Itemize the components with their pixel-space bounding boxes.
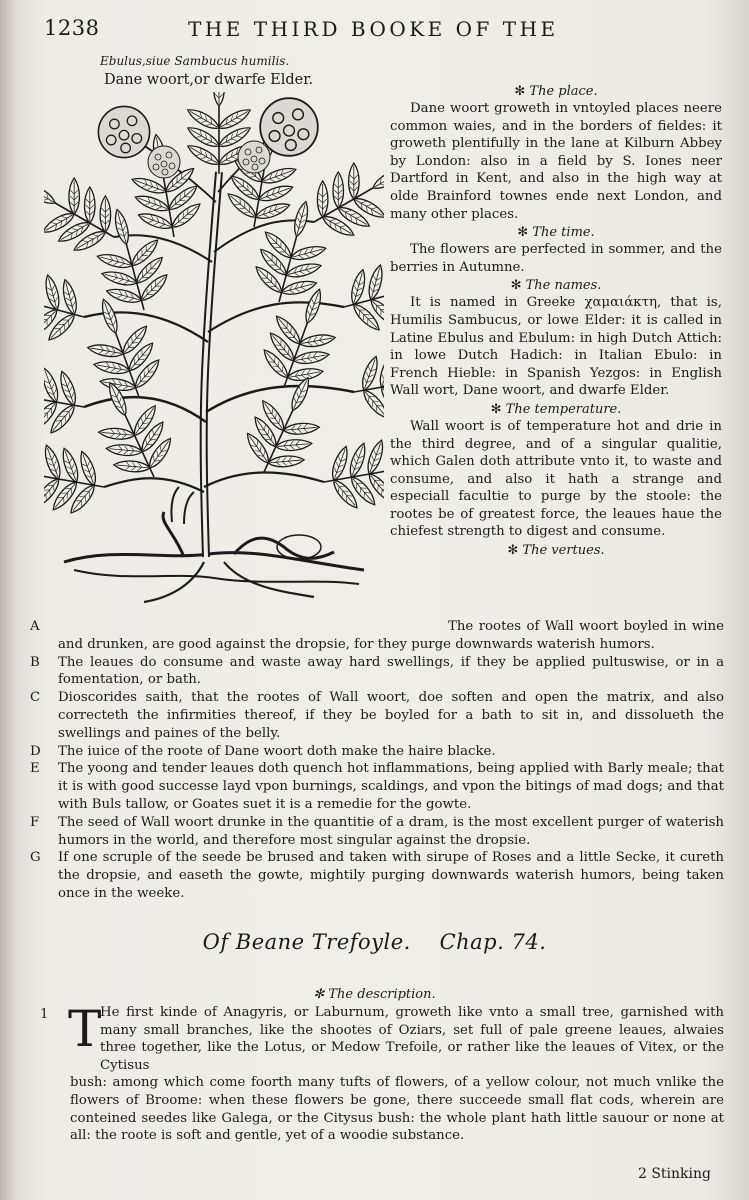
description-line-1: He first kinde of Anagyris, or Laburnum, groweth like vnto a small tree, garnished with many small branches, like the shootes of Oziars, set full of pale greene leaues, alwaies three together, like the Lotus, or Medow Trefoile, or rather like the leaues of Vitex, or the Cytisus: [100, 1005, 724, 1073]
vertue-item: [30, 618, 724, 654]
vertue-text: Dioscorides saith, that the rootes of Wall woort, doe soften and open the matrix, and also correcteth the infirmities thereof, if they be boyled for a bath to sit in, and dissolueth the swellings and paines of the belly.: [58, 690, 724, 741]
place-text: Dane woort groweth in vntoyled places neere common waies, and in the borders of fieldes: it groweth plentifully in the lane at Kilburn Abbey by London: also in a field by S. Iones neer Dartford in Kent, and also in the high way at olde Brainford townes ende next London, and many other places.: [390, 101, 722, 222]
description-item-number: 1: [40, 1007, 49, 1022]
catchword: 2 Stinking: [637, 1166, 711, 1182]
vertues-heading: ✻ The vertues.: [507, 543, 605, 559]
description-heading: ✻ The description.: [313, 987, 436, 1002]
page-gutter-shadow: [0, 0, 18, 1200]
vertue-text: The leaues do consume and waste away hard swellings, if they be applied pultuswise, or in a fomentation, or bath.: [58, 654, 724, 688]
place-heading: ✻ The place.: [514, 84, 598, 99]
vertue-letter: F: [30, 814, 40, 830]
names-text: It is named in Greeke χαμαιάκτη, that is, Humilis Sambucus, or lowe Elder: it is called in Latine Ebulus and Ebulum: in high Dutch Attich: in lowe Dutch Hadich: in Italian Ebulo: in French Hieble: in Spanish Yezgos: in English Wall wort, Dane woort, and dwarfe Elder.: [390, 295, 722, 399]
vertue-item: [30, 689, 724, 742]
vertue-text: The rootes of Wall woort boyled in wine and drunken, are good against the dropsie, for they purge downwards waterish humors.: [58, 619, 724, 652]
running-title: THE THIRD BOOKE OF THE: [188, 17, 559, 41]
vertue-letter: C: [30, 690, 41, 706]
page-number: 1238: [44, 16, 100, 40]
plant-latin-name: Ebulus,siue Sambucus humilis.: [100, 54, 290, 68]
vertue-item: [30, 743, 724, 761]
asterism-icon: ✻: [517, 225, 529, 241]
asterism-icon: ✻: [490, 401, 502, 417]
dwarf-elder-woodcut-illustration: [44, 92, 384, 617]
description-block: [40, 1000, 724, 1145]
temperature-heading: ✻ The temperature.: [490, 401, 622, 417]
names-heading: ✻ The names.: [510, 278, 602, 294]
vertue-letter: B: [30, 654, 40, 670]
vertue-item: [30, 849, 724, 902]
right-column: [390, 82, 722, 559]
plant-english-name: Dane woort,or dwarfe Elder.: [104, 72, 314, 88]
asterism-icon: ✻: [514, 84, 526, 99]
description-text: [68, 1000, 724, 1145]
vertue-letter: E: [30, 761, 40, 777]
vertues-list: [30, 618, 724, 903]
chapter-title: Of Beane Trefoyle. Chap. 74.: [202, 930, 547, 954]
description-rest: bush: among which come foorth many tufts of flowers, of a yellow colour, not much vnlike the flowers of Broome: when these flowers be gone, there succeede small flat cods, wherein are conteined seedes like Galega, or the Citysus bush: the whole plant hath little sauour or none at all: the roote is soft and gentle, yet of a woodie substance.: [70, 1075, 724, 1144]
time-heading: ✻ The time.: [517, 225, 595, 241]
vertue-item: [30, 760, 724, 813]
temperature-text: Wall woort is of temperature hot and drie in the third degree, and of a singular qualitie, which Galen doth attribute vnto it, to waste and consume, and also it hath a strange and especiall facultie to purge by the stoole: the rootes be of greatest force, the leaues haue the chiefest strength to digest and consume.: [390, 418, 722, 540]
asterism-icon: ✻: [510, 278, 522, 294]
vertue-text: The iuice of the roote of Dane woort doth make the haire blacke.: [58, 743, 496, 759]
vertue-item: [30, 814, 724, 850]
vertue-letter: G: [30, 850, 41, 866]
drop-cap: T: [68, 1000, 102, 1058]
vertue-letter: A: [30, 619, 40, 634]
vertue-text: The seed of Wall woort drunke in the quantitie of a dram, is the most excellent purger of waterish humors in the world, and therefore most singular against the dropsie.: [58, 814, 724, 848]
time-text: The flowers are perfected in sommer, and the berries in Autumne.: [390, 242, 722, 275]
asterism-icon: ✻: [313, 987, 325, 1002]
vertue-letter: D: [30, 743, 41, 759]
vertue-item: [30, 654, 724, 690]
vertue-text: If one scruple of the seede be brused and taken with sirupe of Roses and a little Secke, it cureth the dropsie, and easeth the gowte, mightily purging downwards waterish humors, being taken once in the weeke.: [58, 850, 724, 901]
asterism-icon: ✻: [507, 543, 519, 559]
vertue-text: The yoong and tender leaues doth quench hot inflammations, being applied with Barly meale; that it is with good successe layd vpon burnings, scaldings, and vpon the bitings of mad dogs; and that with Buls tallow, or Goates suet it is a remedie for the gowte.: [58, 761, 724, 812]
